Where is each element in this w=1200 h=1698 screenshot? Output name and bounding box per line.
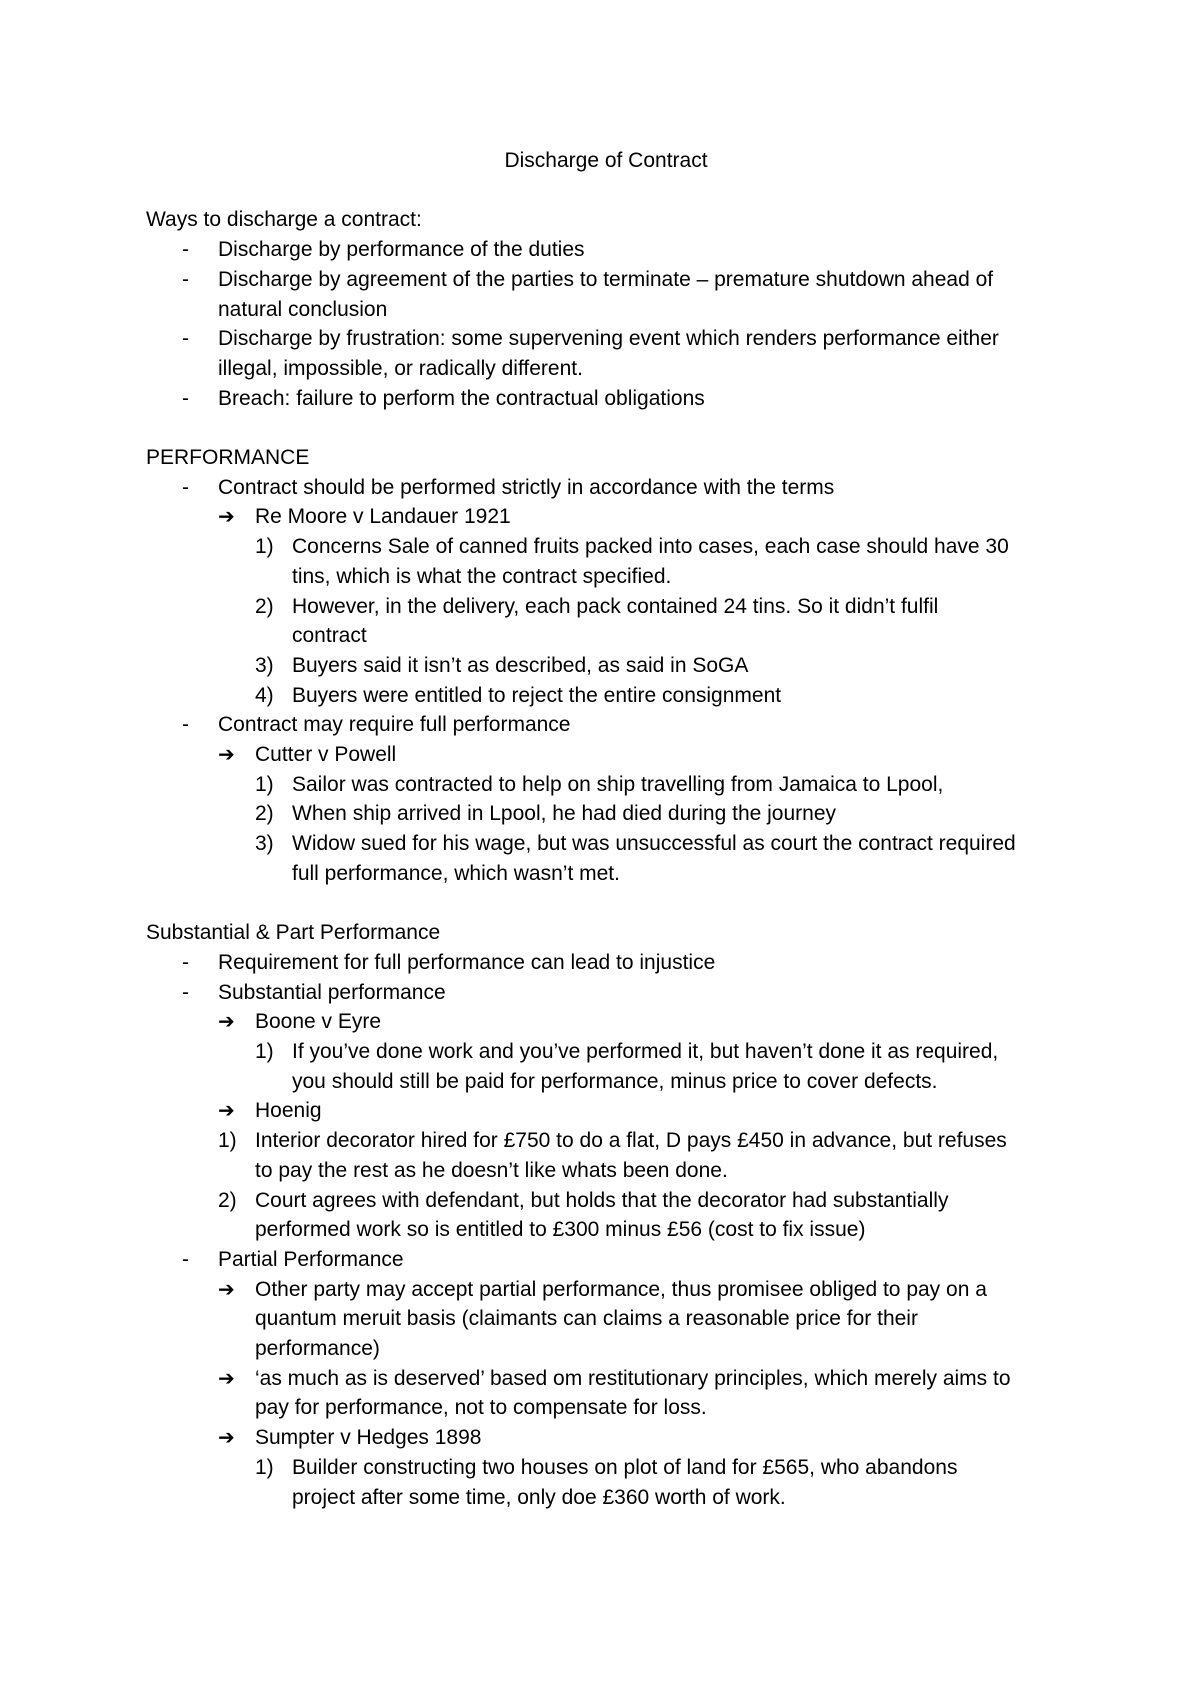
item-text: Sumpter v Hedges 1898 (255, 1426, 482, 1450)
bullet-item (182, 710, 1066, 740)
item-text: Requirement for full performance can lead to injustice (218, 950, 716, 974)
item-text: Discharge by performance of the duties (218, 238, 585, 262)
numbered-item (255, 1037, 1066, 1096)
item-text (292, 592, 1066, 651)
text-line: contract (292, 624, 367, 648)
bullet-item (182, 384, 1066, 414)
numbered-item (255, 829, 1066, 888)
list-marker: - (182, 1247, 189, 1271)
text-line: Other party may accept partial performance, thus promisee obliged to pay on a (255, 1277, 987, 1301)
section-heading: Ways to discharge a contract: (146, 208, 422, 232)
item-text (255, 1186, 1066, 1245)
list-marker: - (182, 713, 189, 737)
item-text (255, 1126, 1066, 1185)
item-text: Contract may require full performance (218, 713, 571, 737)
numbered-item (255, 532, 1066, 591)
text-line: full performance, which wasn’t met. (292, 861, 620, 885)
arrow-icon: ➔ (218, 1009, 235, 1034)
arrow-icon: ➔ (218, 742, 235, 767)
bullet-item (182, 948, 1066, 978)
text-line: you should still be paid for performance, minus price to cover defects. (292, 1069, 938, 1093)
text-line: However, in the delivery, each pack contained 24 tins. So it didn’t fulfil (292, 594, 939, 618)
numbered-item (255, 1453, 1066, 1512)
arrow-icon: ➔ (218, 1098, 235, 1123)
item-text: Substantial performance (218, 980, 446, 1004)
text-line: Concerns Sale of canned fruits packed into cases, each case should have 30 (292, 535, 1009, 559)
text-line: quantum meruit basis (claimants can claims a reasonable price for their (255, 1307, 918, 1331)
section-heading: PERFORMANCE (146, 446, 310, 469)
list-marker: - (182, 950, 189, 974)
list-marker: 2) (218, 1188, 237, 1212)
case-item (218, 740, 1066, 770)
numbered-item (255, 681, 1066, 711)
numbered-item (255, 770, 1066, 800)
list-marker: - (182, 980, 189, 1004)
text-line: If you’ve done work and you’ve performed it, but haven’t done it as required, (292, 1040, 999, 1064)
numbered-item (218, 1126, 1066, 1185)
text-line: performed work so is entitled to £300 minus £56 (cost to fix issue) (255, 1218, 866, 1242)
list-marker: 3) (255, 832, 274, 856)
text-line: project after some time, only doe £360 worth of work. (292, 1485, 786, 1509)
text-line: pay for performance, not to compensate for loss. (255, 1396, 707, 1420)
list-marker: - (182, 386, 189, 410)
text-line: Widow sued for his wage, but was unsuccessful as court the contract required (292, 832, 1016, 856)
item-text: Cutter v Powell (255, 743, 397, 767)
section (146, 205, 1066, 413)
list-marker: - (182, 475, 189, 499)
arrow-icon: ➔ (218, 1276, 235, 1301)
list-marker: 1) (255, 772, 274, 796)
text-line: to pay the rest as he doesn’t like whats been done. (255, 1158, 728, 1182)
bullet-item (182, 1245, 1066, 1275)
item-text: Buyers said it isn’t as described, as said in SoGA (292, 653, 749, 677)
item-text (292, 532, 1066, 591)
list-marker: - (182, 267, 189, 291)
item-text: Re Moore v Landauer 1921 (255, 505, 511, 529)
list-marker: - (182, 238, 189, 262)
blank-line (146, 889, 1066, 919)
bullet-item (182, 235, 1066, 265)
item-text: Contract should be performed strictly in accordance with the terms (218, 475, 835, 499)
text-line: Builder constructing two houses on plot of land for £565, who abandons (292, 1455, 958, 1479)
list-marker: - (182, 327, 189, 351)
item-text (292, 1453, 1066, 1512)
text-line: ‘as much as is deserved’ based om restitutionary principles, which merely aims to (255, 1366, 1011, 1390)
bullet-item (182, 265, 1066, 324)
item-text: Breach: failure to perform the contractual obligations (218, 386, 705, 410)
list-marker: 4) (255, 683, 274, 707)
text-line: tins, which is what the contract specified. (292, 564, 672, 588)
list-marker: 1) (255, 1040, 274, 1064)
text-line: performance) (255, 1337, 380, 1361)
item-text (292, 829, 1066, 888)
item-text: Buyers were entitled to reject the entire consignment (292, 683, 782, 707)
text-line: natural conclusion (218, 297, 388, 321)
item-text: Hoenig (255, 1099, 322, 1123)
blank-line (146, 176, 1066, 206)
case-item (218, 1364, 1066, 1423)
case-item (218, 1423, 1066, 1453)
numbered-item (218, 1186, 1066, 1245)
section (146, 443, 1066, 889)
case-item (218, 1096, 1066, 1126)
item-text (218, 265, 1066, 324)
bullet-item (182, 473, 1066, 503)
bullet-item (182, 978, 1066, 1008)
list-marker: 1) (218, 1129, 237, 1153)
arrow-icon: ➔ (218, 504, 235, 529)
numbered-item (255, 651, 1066, 681)
list-marker: 1) (255, 535, 274, 559)
document-title: Discharge of Contract (504, 149, 708, 172)
numbered-item (255, 592, 1066, 651)
arrow-icon: ➔ (218, 1365, 235, 1390)
numbered-item (255, 799, 1066, 829)
case-item (218, 1007, 1066, 1037)
text-line: Discharge by agreement of the parties to terminate – premature shutdown ahead of (218, 267, 994, 291)
text-line: Court agrees with defendant, but holds that the decorator had substantially (255, 1188, 949, 1212)
list-marker: 2) (255, 594, 274, 618)
item-text (255, 1275, 1066, 1364)
item-text: Boone v Eyre (255, 1010, 382, 1034)
case-item (218, 1275, 1066, 1364)
section (146, 918, 1066, 1512)
item-text (218, 324, 1066, 383)
list-marker: 3) (255, 653, 274, 677)
item-text (255, 1364, 1066, 1423)
case-item (218, 502, 1066, 532)
item-text (292, 1037, 1066, 1096)
bullet-item (182, 324, 1066, 383)
list-marker: 2) (255, 802, 274, 826)
item-text: Partial Performance (218, 1247, 404, 1271)
blank-line (146, 413, 1066, 443)
text-line: Interior decorator hired for £750 to do a flat, D pays £450 in advance, but refuses (255, 1129, 1007, 1153)
text-line: illegal, impossible, or radically different. (218, 356, 583, 380)
item-text: Sailor was contracted to help on ship travelling from Jamaica to Lpool, (292, 772, 944, 796)
section-heading: Substantial & Part Performance (146, 921, 441, 945)
sections (146, 205, 1066, 1512)
arrow-icon: ➔ (218, 1425, 235, 1450)
document-content (146, 146, 1066, 1512)
text-line: Discharge by frustration: some supervening event which renders performance either (218, 327, 999, 351)
list-marker: 1) (255, 1455, 274, 1479)
item-text: When ship arrived in Lpool, he had died during the journey (292, 802, 837, 826)
